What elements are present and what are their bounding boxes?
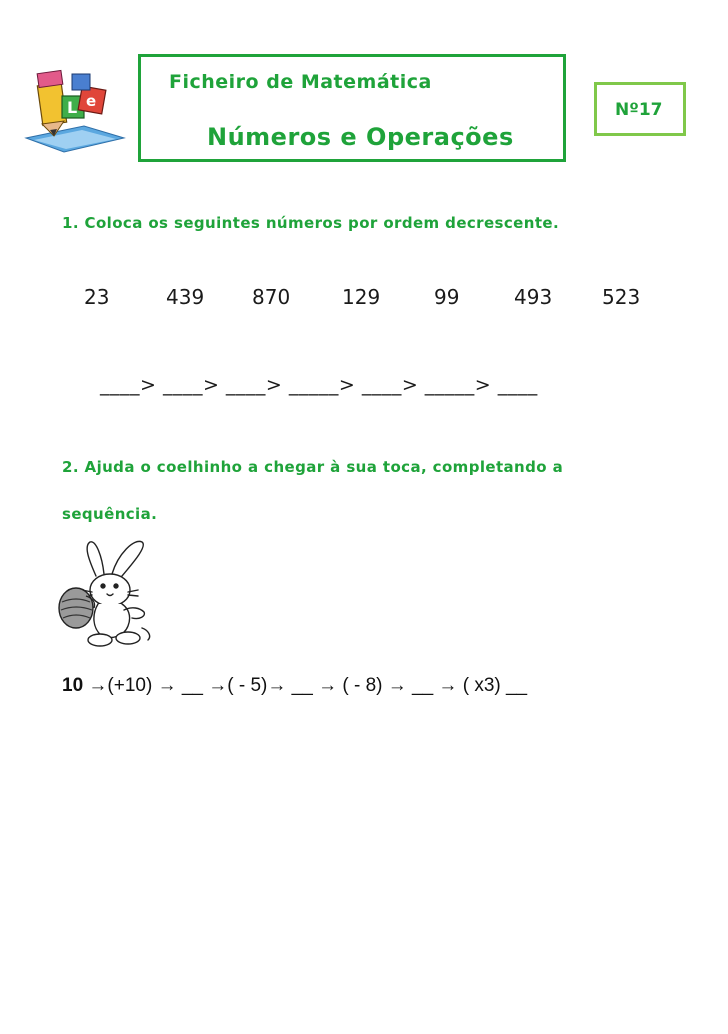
number-item: 439 <box>166 285 205 309</box>
worksheet-subtitle: Números e Operações <box>207 123 514 151</box>
question-1-text: 1. Coloca os seguintes números por ordem decrescente. <box>62 214 560 232</box>
number-sequence <box>62 675 527 697</box>
title-box <box>138 54 566 162</box>
sheet-number: Nº17 <box>615 100 663 120</box>
number-item: 870 <box>252 285 291 309</box>
number-item: 99 <box>434 285 460 309</box>
sequence-steps[interactable]: (+10) → __ →( - 5)→ __ → ( - 8) → __ → ( x3) __ <box>107 675 528 696</box>
bunny-with-egg-icon <box>52 536 162 648</box>
sheet-number-box <box>594 82 686 136</box>
question-2-text-cont: sequência. <box>62 505 158 523</box>
svg-text:e: e <box>86 92 97 110</box>
number-list <box>0 285 728 315</box>
worksheet-title: Ficheiro de Matemática <box>169 71 432 93</box>
svg-text:L: L <box>67 98 78 117</box>
arrow-icon: → <box>88 675 108 696</box>
sequence-start: 10 <box>62 675 84 696</box>
number-item: 493 <box>514 285 553 309</box>
question-2-text: 2. Ajuda o coelhinho a chegar à sua toca, completando a <box>62 458 564 476</box>
number-item: 523 <box>602 285 641 309</box>
answer-blanks[interactable]: ____> ____> ____> _____> ____> _____> ____ <box>100 374 538 396</box>
number-item: 23 <box>84 285 110 309</box>
number-item: 129 <box>342 285 381 309</box>
pencil-blocks-icon <box>24 66 126 156</box>
